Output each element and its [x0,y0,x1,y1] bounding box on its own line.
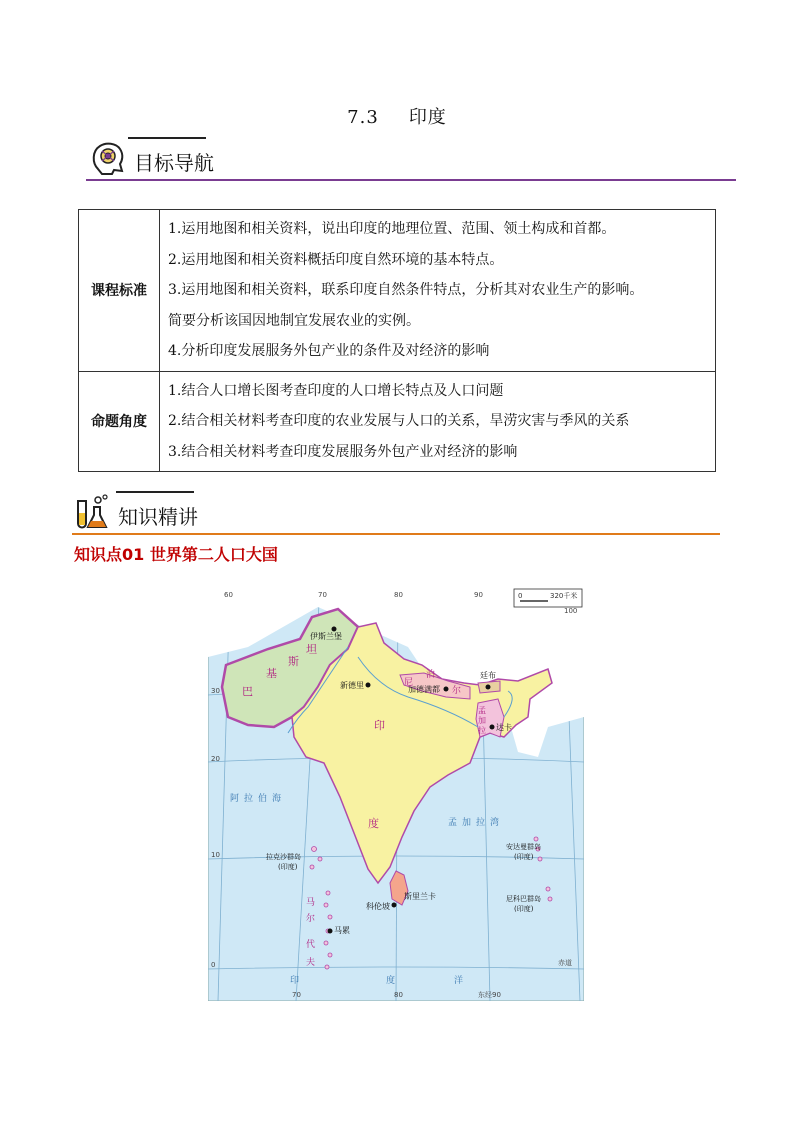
country-char: 度 [368,817,379,830]
country-char: 坦 [306,643,317,656]
country-char: 巴 [242,685,253,698]
city-label: 达卡 [496,723,512,732]
knowledge-point-title: 知识点01 世界第二人口大国 [74,545,278,564]
scale-label: 320千米 [550,592,578,600]
sea-char: 孟 [448,818,458,828]
angle-line: 1.结合人口增长图考查印度的人口增长特点及人口问题 [168,382,504,399]
section-label-goals: 目标导航 [134,151,214,175]
city-dot [392,903,397,908]
lesson-name: 印度 [408,107,447,128]
angle-line: 3.结合相关材料考查印度发展服务外包产业对经济的影响 [168,443,518,460]
india-region-map [208,587,584,1001]
country-char: 夫 [306,958,316,968]
heading-underline [72,533,720,535]
island-label: 安达曼群岛 [506,843,541,851]
row-content-standards [160,210,716,372]
lon-label: 90 [474,591,483,599]
lon-label-bottom: 80 [394,991,403,999]
row-key-standards: 课程标准 [79,210,160,372]
country-char: 尔 [452,686,462,696]
sea-char: 度 [386,976,396,986]
country-char: 马 [306,898,316,908]
country-char: 斯 [288,655,299,668]
section-label-knowledge: 知识精讲 [118,505,198,529]
city-dot [486,685,491,690]
city-dot [328,929,333,934]
country-char: 代 [306,940,316,950]
island-label: (印度) [514,905,534,913]
country-char: 尔 [306,914,316,924]
country-char: 尼 [404,678,414,688]
country-char: 基 [266,667,277,680]
country-label: 斯里兰卡 [404,892,436,901]
sea-char: 印 [290,976,300,986]
table-row [79,371,716,472]
sea-char: 拉 [476,818,486,828]
standard-line: 简要分析该国因地制宜发展农业的实例。 [168,312,420,329]
country-char: 泊 [426,670,436,680]
standard-line: 4.分析印度发展服务外包产业的条件及对经济的影响 [168,343,490,359]
section-heading-goals [86,137,736,181]
country-char: 孟 [478,706,486,715]
city-label: 伊斯兰堡 [310,632,342,641]
lab-flask-icon [72,493,112,533]
row-key-angles: 命题角度 [79,371,160,472]
angle-line: 2.结合相关材料考查印度的农业发展与人口的关系，旱涝灾害与季风的关系 [168,413,630,429]
lon-label-bottom: 东经90 [478,991,501,999]
city-label: 加德满都 [408,685,440,694]
sea-char: 湾 [490,818,500,828]
sea-char: 加 [462,818,472,828]
city-dot [332,627,337,632]
lon-label: 70 [318,591,327,599]
heading-top-rule [116,491,194,493]
heading-top-rule [128,137,206,139]
island-label: 拉克沙群岛 [266,853,301,861]
lesson-title [0,103,794,129]
scale-zero: 0 [518,592,523,600]
standard-line: 3.运用地图和相关资料，联系印度自然条件特点，分析其对农业生产的影响。 [168,282,644,298]
lat-label: 10 [211,851,220,859]
lon-label: 100 [564,607,578,615]
country-char: 加 [478,716,486,725]
lon-label: 80 [394,591,403,599]
sea-char: 拉 [244,794,254,804]
lat-label: 0 [211,961,216,969]
city-dot [490,725,495,730]
lon-label: 60 [224,591,233,599]
section-heading-knowledge [72,491,722,535]
standard-line: 1.运用地图和相关资料，说出印度的地理位置、范围、领土构成和首都。 [168,221,616,237]
lesson-number: 7.3 [347,107,379,128]
city-label: 廷布 [480,671,496,680]
city-dot [366,683,371,688]
map-scale [514,589,582,607]
lon-label-bottom: 70 [292,991,301,999]
row-content-angles [160,371,716,472]
table-row [79,210,716,372]
island-label: (印度) [278,863,298,871]
city-label: 马累 [334,926,350,935]
standard-line: 2.运用地图和相关资料概括印度自然环境的基本特点。 [168,251,504,268]
island-label: (印度) [514,853,534,861]
sea-char: 阿 [230,794,240,804]
sea-char: 海 [272,794,282,804]
city-label: 科伦坡 [366,902,390,911]
country-char: 拉 [478,726,486,735]
lat-label: 30 [211,687,220,695]
country-char: 印 [374,719,385,732]
island-label: 尼科巴群岛 [506,895,541,903]
sea-char: 洋 [454,976,464,986]
city-dot [444,687,449,692]
brain-gear-icon [90,139,128,177]
lat-label: 20 [211,755,220,763]
city-label: 新德里 [340,681,364,690]
standards-table [78,209,716,472]
heading-underline [86,179,736,181]
equator-label: 赤道 [558,959,572,967]
sea-char: 伯 [258,794,268,804]
